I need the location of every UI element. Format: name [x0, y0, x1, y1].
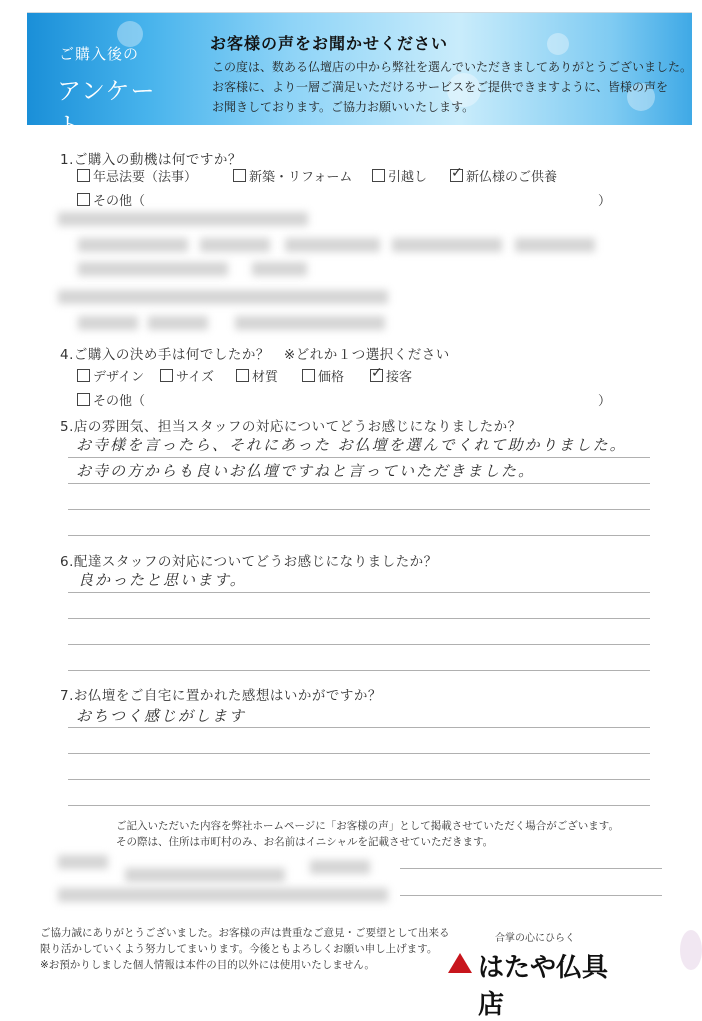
redacted-block: [78, 238, 188, 252]
answer-line: [68, 592, 650, 593]
banner-title: アンケート: [57, 77, 156, 140]
checkbox-checked[interactable]: [370, 369, 383, 382]
bubble-decoration: [547, 33, 569, 55]
footer-line: ご協力誠にありがとうございました。お客様の声は貴重なご意見・ご要望として出来る: [40, 927, 450, 939]
answer-line: [68, 727, 650, 728]
answer-line: [68, 509, 650, 510]
q5-answer-line-2[interactable]: お寺の方からも良いお仏壇ですねと言っていただきました。: [76, 462, 536, 480]
question-7-label: 7.お仏壇をご自宅に置かれた感想はいかがですか？: [60, 688, 382, 704]
answer-line: [68, 670, 650, 671]
banner-subtitle: ご購入後の: [59, 45, 140, 63]
q4-option-5[interactable]: [370, 366, 412, 385]
q7-answer-line-1[interactable]: おちつく感じがします: [76, 707, 246, 725]
company-logo: [440, 925, 620, 1020]
checkbox-checked[interactable]: [450, 169, 463, 182]
redacted-block: [58, 855, 108, 869]
redacted-block: [235, 316, 385, 330]
form-line: [400, 868, 662, 869]
q4-other-close: ）: [598, 394, 612, 409]
question-6-label: 6.配達スタッフの対応についてどうお感じになりましたか？: [60, 554, 438, 570]
redacted-block: [58, 290, 388, 304]
answer-line: [68, 457, 650, 458]
intro-text: [212, 57, 692, 117]
answer-line: [68, 483, 650, 484]
survey-heading: お客様の声をお聞かせください: [210, 34, 449, 53]
q1-option-4[interactable]: [450, 166, 557, 185]
footer-line: 限り活かしていくよう努力してまいります。今後ともよろしくお願い申し上げます。: [40, 943, 438, 955]
redacted-block: [58, 212, 308, 226]
publish-note: [116, 818, 619, 850]
question-1-label: 1.ご購入の動機は何ですか？: [60, 152, 242, 168]
stamp-mark: [680, 930, 702, 970]
redacted-block: [148, 316, 208, 330]
checkbox[interactable]: [233, 169, 246, 182]
q4-other[interactable]: [77, 390, 145, 409]
redacted-block: [310, 860, 370, 874]
question-5-label: 5.店の雰囲気、担当スタッフの対応についてどうお感じになりましたか？: [60, 419, 522, 435]
q1-option-3[interactable]: [372, 166, 427, 185]
answer-line: [68, 753, 650, 754]
logo-mark-icon: [448, 953, 472, 973]
header-banner: [27, 12, 693, 140]
footer-text: [40, 925, 450, 973]
q4-option-1[interactable]: [77, 366, 144, 385]
q1-option-2[interactable]: [233, 166, 352, 185]
redacted-block: [252, 262, 307, 276]
intro-line: お聞きしております。ご協力お願いいたします。: [212, 100, 475, 114]
logo-name: はたや仏具店: [478, 953, 609, 1020]
option-label: デザイン: [93, 370, 145, 385]
redacted-block: [78, 316, 138, 330]
checkbox[interactable]: [160, 369, 173, 382]
option-label: 引越し: [388, 170, 428, 185]
option-label: 価格: [318, 370, 345, 385]
redacted-block: [125, 868, 285, 882]
q4-option-2[interactable]: [160, 366, 214, 385]
answer-line: [68, 805, 650, 806]
redacted-block: [58, 888, 388, 902]
option-label: サイズ: [176, 370, 214, 385]
checkbox[interactable]: [77, 169, 90, 182]
q6-answer-line-1[interactable]: 良かったと思います。: [78, 571, 247, 589]
redacted-block: [78, 262, 228, 276]
q4-option-4[interactable]: [302, 366, 344, 385]
footer-line: ※お預かりしました個人情報は本件の目的以外には使用いたしません。: [40, 959, 375, 971]
redacted-block: [200, 238, 270, 252]
intro-line: この度は、数ある仏壇店の中から弊社を選んでいただきましてありがとうございました。: [212, 60, 693, 74]
redacted-block: [392, 238, 502, 252]
answer-line: [68, 779, 650, 780]
answer-line: [68, 644, 650, 645]
q1-option-1[interactable]: [77, 166, 197, 185]
q1-other[interactable]: [77, 190, 145, 209]
option-label: 材質: [252, 370, 279, 385]
redacted-block: [285, 238, 380, 252]
q4-option-3[interactable]: [236, 366, 278, 385]
intro-line: お客様に、より一層ご満足いただけるサービスをご提供できますように、皆様の声を: [212, 80, 669, 94]
checkbox[interactable]: [236, 369, 249, 382]
option-label: その他（: [93, 394, 146, 409]
option-label: その他（: [93, 194, 146, 209]
checkbox[interactable]: [77, 193, 90, 206]
checkbox[interactable]: [77, 369, 90, 382]
checkbox[interactable]: [302, 369, 315, 382]
note-line: ご記入いただいた内容を弊社ホームページに「お客様の声」として掲載させていただく場合がございます。: [116, 820, 619, 832]
logo-tagline: 合掌の心にひらく: [495, 933, 575, 944]
q1-other-close: ）: [598, 194, 612, 209]
question-4-label: 4.ご購入の決め手は何でしたか？ ※どれか１つ選択ください: [60, 347, 450, 363]
option-label: 新仏様のご供養: [466, 170, 558, 185]
form-line: [400, 895, 662, 896]
checkbox[interactable]: [372, 169, 385, 182]
redacted-block: [515, 238, 595, 252]
checkbox[interactable]: [77, 393, 90, 406]
answer-line: [68, 535, 650, 536]
q5-answer-line-1[interactable]: お寺様を言ったら、それにあった お仏壇を選んでくれて助かりました。: [76, 436, 627, 454]
banner-title-area: [27, 13, 177, 140]
option-label: 年忌法要（法事）: [93, 170, 198, 185]
note-line: その際は、住所は市町村のみ、お名前はイニシャルを記載させていただきます。: [116, 836, 494, 848]
option-label: 接客: [386, 370, 413, 385]
option-label: 新築・リフォーム: [249, 170, 353, 185]
answer-line: [68, 618, 650, 619]
